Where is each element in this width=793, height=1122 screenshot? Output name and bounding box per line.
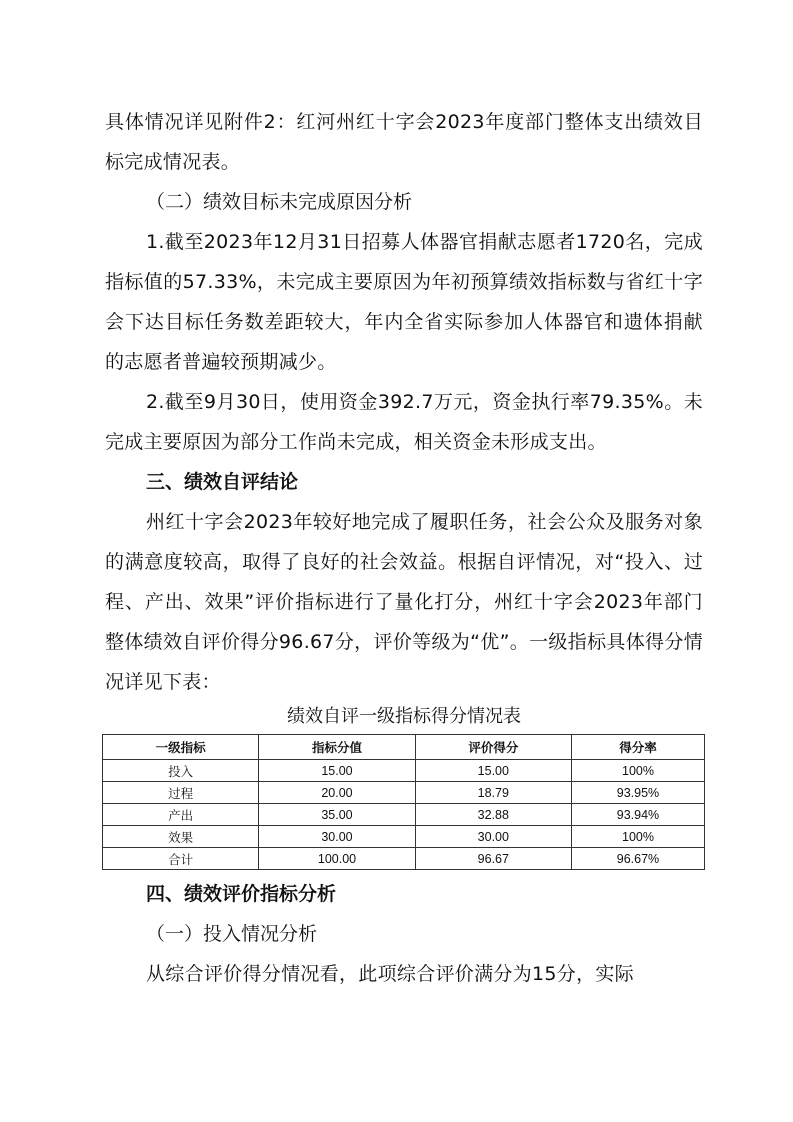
- score-table: [102, 734, 705, 870]
- table-cell: 15.00: [415, 760, 571, 782]
- table-cell: 100%: [571, 826, 704, 848]
- paragraph-attachment-reference: 具体情况详见附件2：红河州红十字会2023年度部门整体支出绩效目标完成情况表。: [105, 111, 703, 173]
- table-row: [103, 804, 705, 826]
- table-cell: 93.94%: [571, 804, 704, 826]
- table-row: [103, 826, 705, 848]
- table-header-cell: 得分率: [571, 735, 704, 760]
- table-cell: 96.67%: [571, 848, 704, 870]
- table-row: [103, 760, 705, 782]
- table-cell: 96.67: [415, 848, 571, 870]
- table-cell: 产出: [103, 804, 259, 826]
- table-cell: 32.88: [415, 804, 571, 826]
- table-cell: 过程: [103, 782, 259, 804]
- table-header-cell: 指标分值: [259, 735, 415, 760]
- table-header-cell: 评价得分: [415, 735, 571, 760]
- table-cell: 30.00: [259, 826, 415, 848]
- table-header-row: [103, 735, 705, 760]
- subheading-unfinished-reasons: （二）绩效目标未完成原因分析: [146, 191, 413, 213]
- subheading-input-analysis: （一）投入情况分析: [146, 923, 318, 945]
- table-cell: 100%: [571, 760, 704, 782]
- table-cell: 20.00: [259, 782, 415, 804]
- table-cell: 30.00: [415, 826, 571, 848]
- table-cell: 18.79: [415, 782, 571, 804]
- table-row: [103, 782, 705, 804]
- table-header-cell: 一级指标: [103, 735, 259, 760]
- table-caption: 绩效自评一级指标得分情况表: [287, 706, 521, 727]
- table-cell: 100.00: [259, 848, 415, 870]
- paragraph-reason-1: 1.截至2023年12月31日招募人体器官捐献志愿者1720名，完成指标值的57.33%，未完成主要原因为年初预算绩效指标数与省红十字会下达目标任务数差距较大，年内全省实际参加人体器官和遗体捐献的志愿者普遍较预期减少。: [105, 231, 703, 373]
- table-cell: 93.95%: [571, 782, 704, 804]
- table-cell: 35.00: [259, 804, 415, 826]
- table-cell: 15.00: [259, 760, 415, 782]
- table-row-total: [103, 848, 705, 870]
- paragraph-input-analysis: 从综合评价得分情况看，此项综合评价满分为15分，实际: [146, 963, 634, 985]
- table-cell: 投入: [103, 760, 259, 782]
- paragraph-reason-2: 2.截至9月30日，使用资金392.7万元，资金执行率79.35%。未完成主要原因为部分工作尚未完成，相关资金未形成支出。: [105, 391, 703, 453]
- paragraph-conclusion: 州红十字会2023年较好地完成了履职任务，社会公众及服务对象的满意度较高，取得了良好的社会效益。根据自评情况，对“投入、过程、产出、效果”评价指标进行了量化打分，州红十字会2023年部门整体绩效自评价得分96.67分，评价等级为“优”。一级指标具体得分情况详见下表：: [105, 511, 703, 693]
- table-cell: 合计: [103, 848, 259, 870]
- section-heading-conclusion: 三、绩效自评结论: [146, 471, 299, 493]
- section-heading-indicator-analysis: 四、绩效评价指标分析: [146, 883, 337, 905]
- table-cell: 效果: [103, 826, 259, 848]
